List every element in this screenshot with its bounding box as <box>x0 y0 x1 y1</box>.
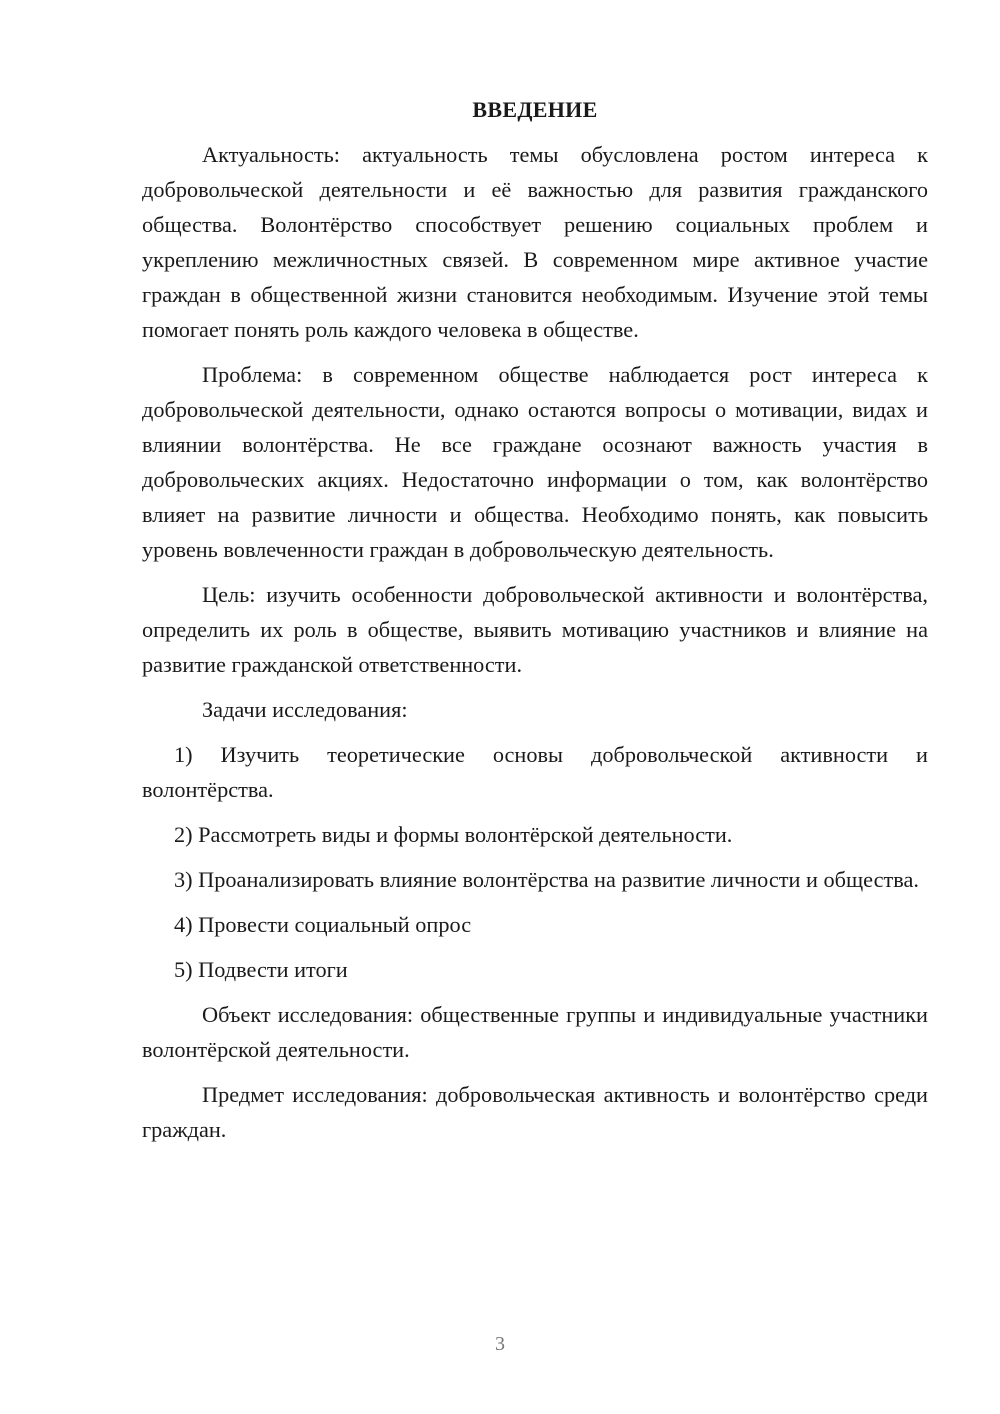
task-item: 2) Рассмотреть виды и формы волонтёрской деятельности. <box>174 822 733 847</box>
task-item: 3) Проанализировать влияние волонтёрства на развитие личности и общества. <box>174 867 919 892</box>
tasks-title: Задачи исследования: <box>202 697 408 722</box>
task-item: 5) Подвести итоги <box>174 957 348 982</box>
relevance-paragraph: Актуальность: актуальность темы обусловлена ростом интереса к добровольческой деятельности и её важностью для развития гражданского общества. Волонтёрство способствует решению социальных проблем и укреплению межличностных связей. В современном мире активное участие граждан в общественной жизни становится необходимым. Изучение этой темы помогает понять роль каждого человека в обществе. <box>142 142 928 342</box>
document-page <box>142 92 928 1157</box>
goal-paragraph: Цель: изучить особенности добровольческой активности и волонтёрства, определить их роль в обществе, выявить мотивацию участников и влияние на развитие гражданской ответственности. <box>142 582 928 677</box>
page-title: ВВЕДЕНИЕ <box>472 97 598 122</box>
object-paragraph: Объект исследования: общественные группы и индивидуальные участники волонтёрской деятельности. <box>142 1002 928 1062</box>
task-item: 4) Провести социальный опрос <box>174 912 472 937</box>
subject-paragraph: Предмет исследования: добровольческая активность и волонтёрство среди граждан. <box>142 1082 928 1142</box>
task-item: 1) Изучить теоретические основы добровольческой активности и волонтёрства. <box>142 742 928 802</box>
problem-paragraph: Проблема: в современном обществе наблюдается рост интереса к добровольческой деятельности, однако остаются вопросы о мотивации, видах и влиянии волонтёрства. Не все граждане осознают важность участия в добровольческих акциях. Недостаточно информации о том, как волонтёрство влияет на развитие личности и общества. Необходимо понять, как повысить уровень вовлеченности граждан в добровольческую деятельность. <box>142 362 928 562</box>
page-number: 3 <box>495 1333 505 1355</box>
